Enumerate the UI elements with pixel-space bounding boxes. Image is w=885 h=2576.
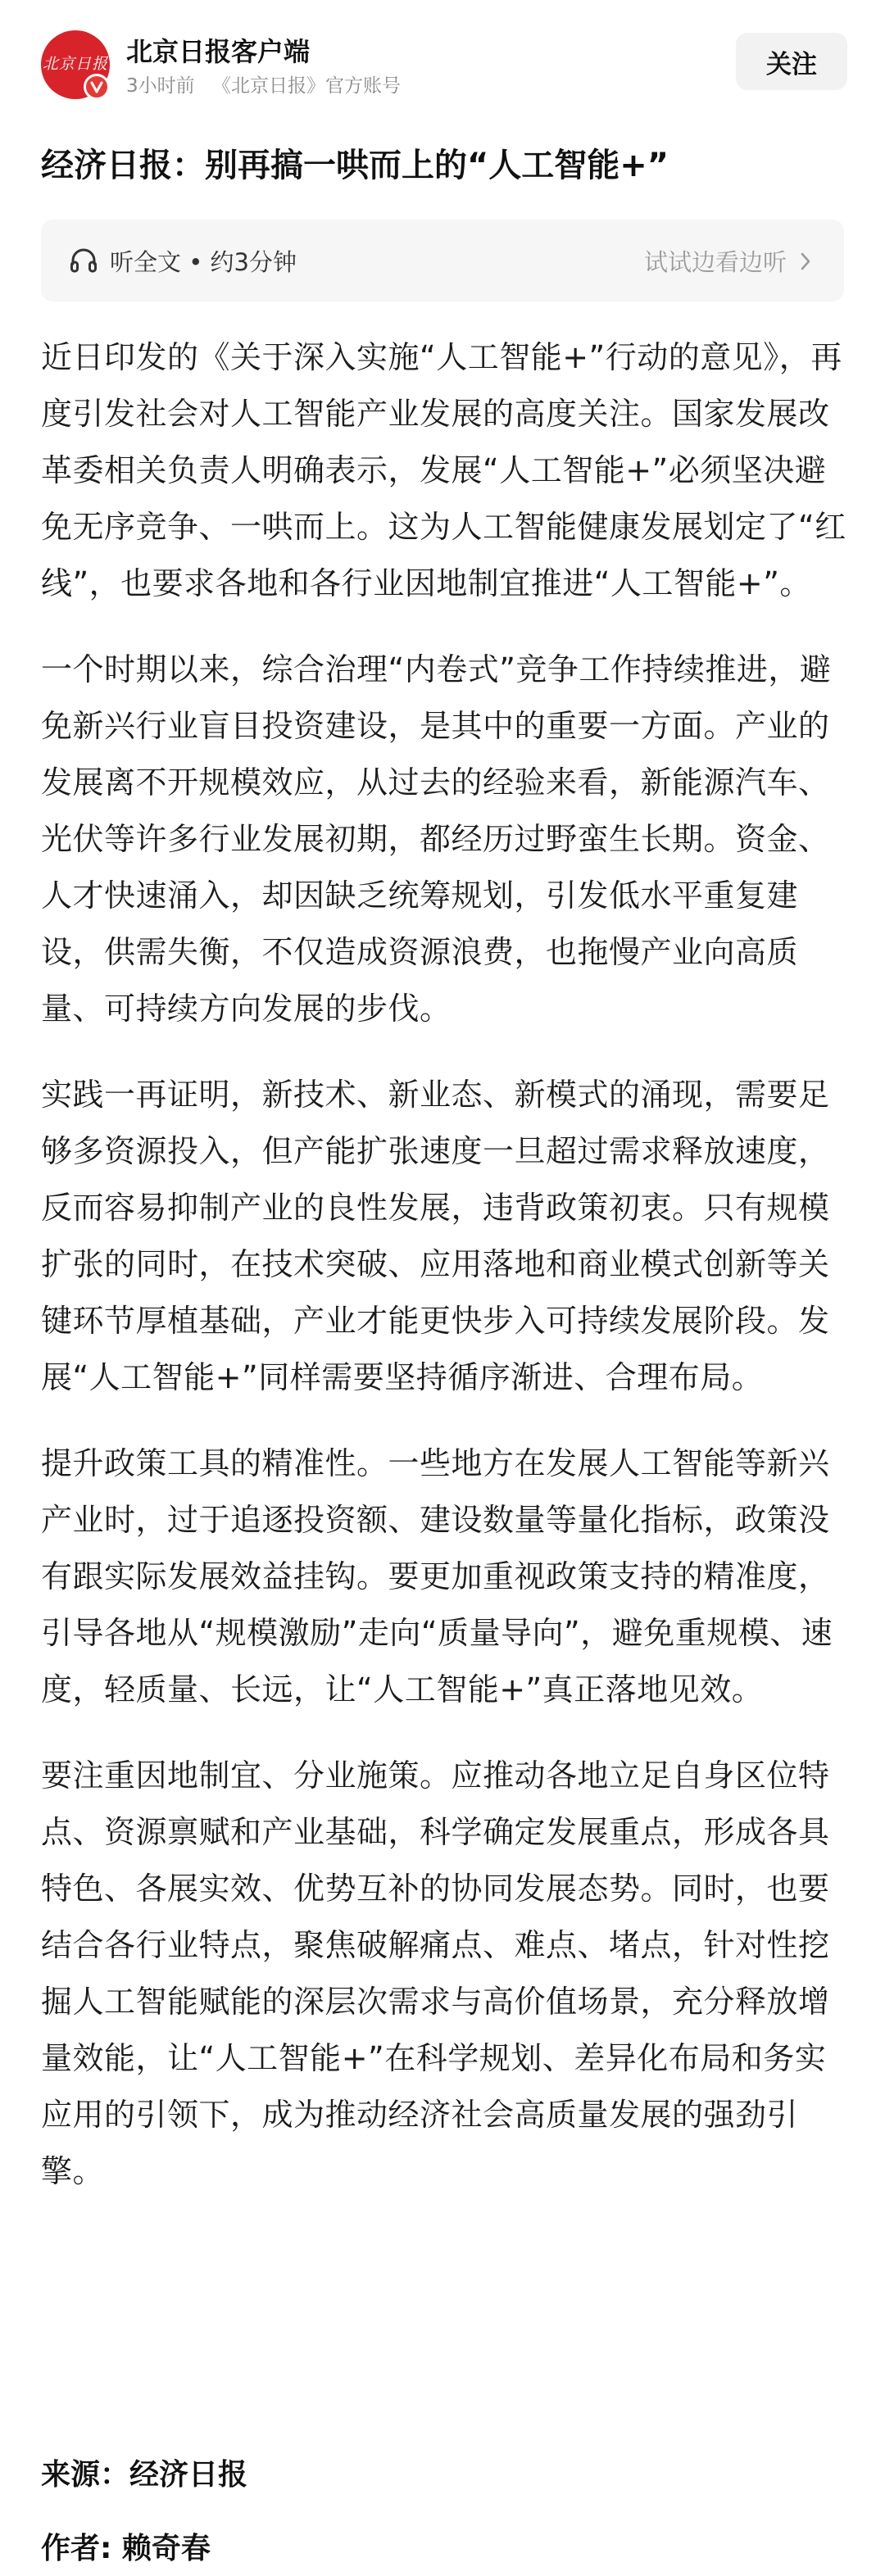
listen-label: 听全文 • 约3分钟 [110, 248, 297, 276]
account-type: 《北京日报》官方账号 [211, 75, 401, 97]
article-title: 经济日报：别再搞一哄而上的“人工智能+” [41, 147, 669, 184]
post-time: 3小时前 [126, 75, 195, 97]
follow-button[interactable]: 关注 [736, 33, 847, 90]
article-paragraph: 近日印发的《关于深入实施“人工智能+”行动的意见》，再度引发社会对人工智能产业发展的高度关注。国家发展改革委相关负责人明确表示，发展“人工智能+”必须坚决避免无序竞争、一哄而上。这为人工智能健康发展划定了“红线”，也要求各地和各行业因地制宜推进“人工智能+”。 [41, 339, 846, 601]
article-paragraph: 一个时期以来，综合治理“内卷式”竞争工作持续推进，避免新兴行业盲目投资建设，是其中的重要一方面。产业的发展离不开规模效应，从过去的经验来看，新能源汽车、光伏等许多行业发展初期，都经历过野蛮生长期。资金、人才快速涌入，却因缺乏统筹规划，引发低水平重复建设，供需失衡，不仅造成资源浪费，也拖慢产业向高质量、可持续方向发展的步伐。 [41, 651, 832, 1027]
try-listen-while-reading-link[interactable]: 试试边看边听 [643, 248, 787, 276]
article-header [0, 0, 885, 123]
article-author: 作者: 赖奇春 [41, 2532, 211, 2565]
verified-badge-icon [84, 74, 110, 100]
avatar-logo-text: 北京日报 [42, 55, 108, 73]
article-paragraph: 提升政策工具的精准性。一些地方在发展人工智能等新兴产业时，过于追逐投资额、建设数量等量化指标，政策没有跟实际发展效益挂钩。要更加重视政策支持的精准度，引导各地从“规模激励”走向“质量导向”，避免重规模、速度，轻质量、长远，让“人工智能+”真正落地见效。 [41, 1445, 833, 1708]
headphones-icon [69, 246, 98, 275]
article-paragraph: 实践一再证明，新技术、新业态、新模式的涌现，需要足够多资源投入，但产能扩张速度一旦超过需求释放速度，反而容易抑制产业的良性发展，违背政策初衷。只有规模扩张的同时，在技术突破、应用落地和商业模式创新等关键环节厚植基础，产业才能更快步入可持续发展阶段。发展“人工智能+”同样需要坚持循序渐进、合理布局。 [41, 1077, 830, 1395]
article-source: 来源：经济日报 [41, 2458, 248, 2492]
chevron-right-icon [795, 249, 816, 274]
post-meta [126, 70, 412, 98]
listen-full-article-bar[interactable] [41, 220, 844, 302]
article-body [41, 329, 848, 2229]
account-name[interactable]: 北京日报客户端 [126, 36, 311, 67]
article-paragraph: 要注重因地制宜、分业施策。应推动各地立足自身区位特点、资源禀赋和产业基础，科学确定发展重点，形成各具特色、各展实效、优势互补的协同发展态势。同时，也要结合各行业特点，聚焦破解痛点、难点、堵点，针对性挖掘人工智能赋能的深层次需求与高价值场景，充分释放增量效能，让“人工智能+”在科学规划、差异化布局和务实应用的引领下，成为推动经济社会高质量发展的强劲引擎。 [41, 1757, 830, 2189]
